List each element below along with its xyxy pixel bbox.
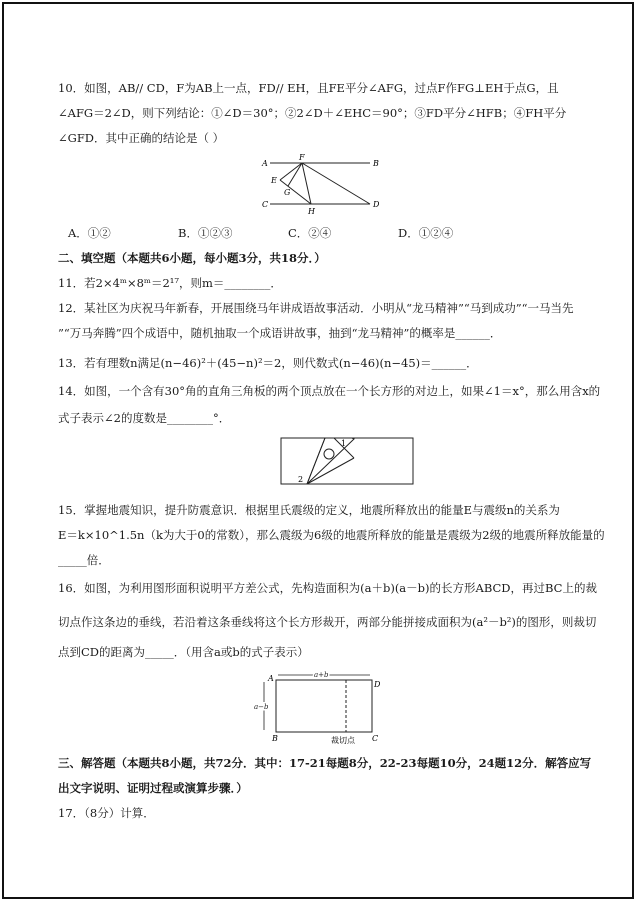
q10-line2: ∠AFG＝2∠D，则下列结论：①∠D＝30°；②2∠D＋∠EHC＝90°；③FD平分∠HFB；④FH平分 [58, 106, 567, 120]
q16-rectangle-abcd-figure [254, 668, 394, 748]
q10-label-G: G [284, 188, 291, 197]
q16-label-cut: 裁切点 [331, 736, 355, 745]
q10-parallel-lines-figure [258, 152, 388, 216]
q14-angle-2-label: 2 [298, 475, 304, 484]
section-fill-in-heading: 二、填空题（本题共6小题，每小题3分，共18分．） [58, 251, 326, 265]
q16-label-C: C [372, 734, 379, 743]
q14-line1: 14．如图，一个含有30°角的直角三角板的两个顶点放在一个长方形的对边上，如果∠1＝x°，那么用含x的 [58, 384, 601, 398]
q11-text: 11．若2×4ᵐ×8ᵐ＝2¹⁷，则m＝________． [58, 276, 282, 290]
q10-label-D: D [373, 200, 380, 209]
q10-label-A: A [262, 159, 268, 168]
q10-option-b: B．①②③ [178, 226, 233, 240]
q15-line3: _____倍． [58, 553, 110, 567]
q16-label-D: D [374, 680, 381, 689]
q16-label-B: B [272, 734, 278, 743]
q10-label-H: H [308, 207, 315, 216]
q10-option-a: A．①② [68, 226, 111, 240]
q10-option-d: D．①②④ [398, 226, 454, 240]
q10-label-B: B [373, 159, 379, 168]
q15-line2: E＝k×10^1.5n（k为大于0的常数），那么震级为6级的地震所释放的能量是震级为2级的地震所释放能量的 [58, 528, 605, 542]
q12-line2: ”“万马奔腾”四个成语中，随机抽取一个成语讲故事，抽到“龙马精神”的概率是______． [58, 326, 502, 340]
section-answer-line1: 三、解答题（本题共8小题，共72分．其中：17-21每题8分，22-23每题10分，24题12分．解答应写 [58, 756, 592, 770]
q12-line1: 12．某社区为庆祝马年新春，开展围绕马年讲成语故事活动．小明从“龙马精神”“马到成功”“一马当先 [58, 301, 574, 315]
q10-label-F: F [299, 153, 305, 162]
q16-label-A: A [268, 674, 274, 683]
q16-line2: 切点作这条边的垂线，若沿着这条垂线将这个长方形裁开，两部分能拼接成面积为(a²－b²)的图形，则裁切 [58, 615, 597, 629]
q16-label-side: a−b [254, 703, 269, 711]
q10-line3: ∠GFD．其中正确的结论是（ ） [58, 131, 225, 145]
q17-text: 17．（8分）计算． [58, 806, 155, 820]
q13-text: 13．若有理数n满足(n−46)²＋(45−n)²＝2，则代数式(n−46)(n−45)＝______． [58, 356, 478, 370]
q16-label-top: a+b [314, 671, 329, 679]
q10-label-C: C [262, 200, 269, 209]
q16-line1: 16．如图，为利用图形面积说明平方差公式，先构造面积为(a＋b)(a－b)的长方形ABCD，再过BC上的裁 [58, 581, 597, 595]
q10-line1: 10．如图，AB// CD，F为AB上一点，FD// EH，且FE平分∠AFG，过点F作FG⊥EH于点G，且 [58, 81, 559, 95]
q16-line3: 点到CD的距离为_____．（用含a或b的式子表示） [58, 645, 309, 659]
q14-rectangle-triangle-figure [280, 437, 416, 487]
q10-option-c: C．②④ [288, 226, 332, 240]
q15-line1: 15．掌握地震知识，提升防震意识．根据里氏震级的定义，地震所释放出的能量E与震级n的关系为 [58, 503, 560, 517]
section-answer-line2: 出文字说明、证明过程或演算步骤．） [58, 781, 248, 795]
q14-line2: 式子表示∠2的度数是________°． [58, 411, 231, 425]
q10-label-E: E [271, 176, 277, 185]
q14-angle-1-label: 1 [341, 439, 347, 448]
